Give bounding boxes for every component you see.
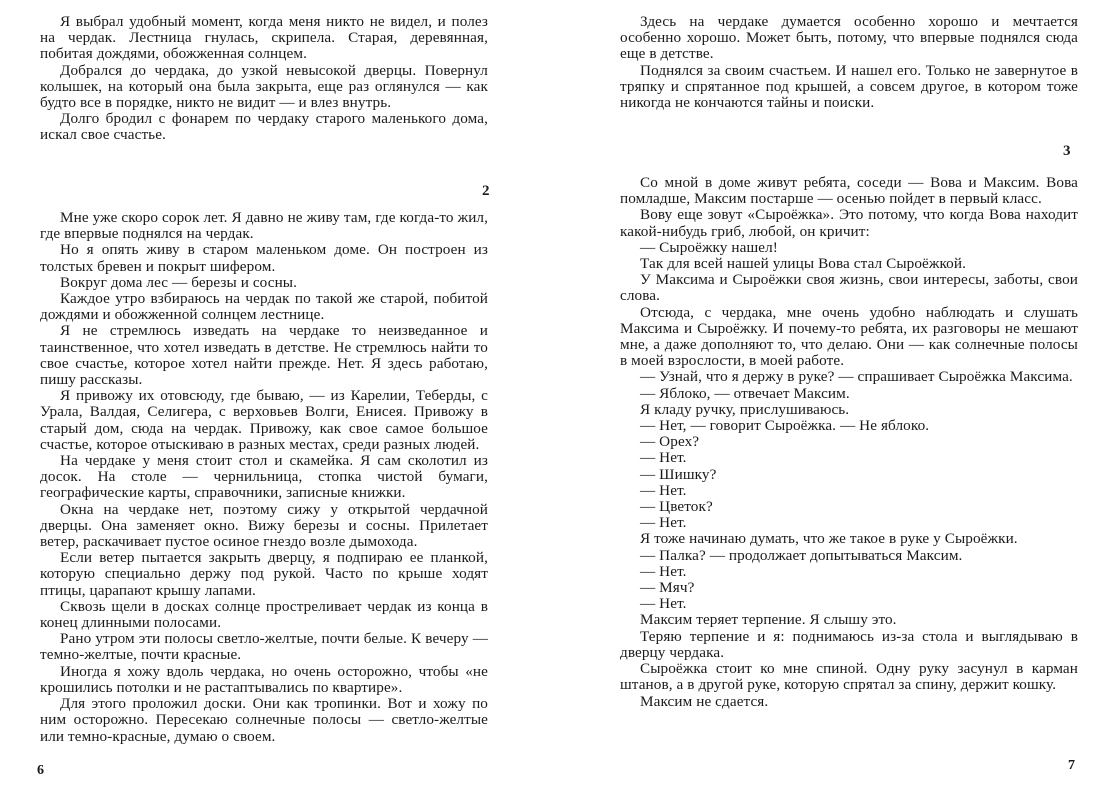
paragraph: Отсюда, с чердака, мне очень удобно наблюдать и слушать Максима и Сыроёжку. И почему-то ребята, их разговоры не мешают мне, а даже дополняют то, что делаю. Они — как солнечные полосы в моей взрослости, в моей работе. [620,303,1078,370]
paragraph: — Шишку? [640,465,717,483]
paragraph: Я тоже начинаю думать, что же такое в руке у Сыроёжки. [640,530,1018,548]
paragraph: Я не стремлюсь изведать на чердаке то неизведанное и таинственное, что хотел изведать в детстве. Не стремлюсь найти то свое счастье, которое хотел найти прежде. Нет. Я здесь работаю, пишу рассказы. [40,322,488,389]
right-page-text-block-1 [620,14,1078,111]
paragraph: Я кладу ручку, прислушиваюсь. [640,400,850,418]
left-page-text-block-1 [40,14,488,144]
paragraph: Поднялся за своим счастьем. И нашел его. Только не завернутое в тряпку и спрятанное под крышей, а совсем другое, в котором тоже никогда не кончаются тайны и поиски. [620,61,1078,112]
paragraph: — Нет, — говорит Сыроёжка. — Не яблоко. [640,417,930,435]
paragraph: Добрался до чердака, до узкой невысокой дверцы. Повернул колышек, на который она была закрыта, еще раз оглянулся — как будто все в порядке, никто не видит — и влез внутрь. [40,61,488,112]
paragraph: Вову еще зовут «Сыроёжка». Это потому, что когда Вова находит какой-нибудь гриб, любой, он кричит: [620,206,1078,240]
paragraph: Рано утром эти полосы светло-желтые, почти белые. К вечеру — темно-желтые, почти красные. [40,630,488,664]
paragraph: — Нет. [640,449,687,467]
paragraph: Максим теряет терпение. Я слышу это. [640,611,897,629]
paragraph: — Узнай, что я держу в руке? — спрашивает Сыроёжка Максима. [640,368,1073,386]
page-number-left: 6 [37,763,44,778]
paragraph: — Нет. [640,481,687,499]
paragraph: Я привожу их отовсюду, где бываю, — из Карелии, Теберды, с Урала, Валдая, Селигера, с верховьев Волги, Енисея. Привожу в старый дом, сюда на чердак. Привожу, как свое самое большое счастье, которое отыскиваю в разных местах, среди разных людей. [40,387,488,453]
paragraph: Вокруг дома лес — березы и сосны. [60,273,298,291]
paragraph: Долго бродил с фонарем по чердаку старого маленького дома, искал свое счастье. [40,110,488,144]
paragraph: — Цветок? [640,498,713,516]
paragraph: — Нет. [640,562,687,580]
paragraph: Мне уже скоро сорок лет. Я давно не живу там, где когда-то жил, где впервые поднялся на чердак. [40,209,488,243]
paragraph: Со мной в доме живут ребята, соседи — Вова и Максим. Вова помладше, Максим постарше — осенью пойдет в первый класс. [620,174,1078,208]
right-page-text-block-2 [620,175,1078,710]
paragraph: — Нет. [640,514,687,532]
left-page-text-block-2 [40,210,488,745]
paragraph: — Мяч? [640,579,695,597]
paragraph: У Максима и Сыроёжки своя жизнь, свои интересы, заботы, свои слова. [620,271,1078,305]
paragraph: — Нет. [640,595,687,613]
paragraph: Для этого проложил доски. Они как тропинки. Вот и хожу по ним осторожно. Пересекаю солнечные полосы — светло-желтые или темно-красные, думаю о своем. [40,695,488,745]
paragraph: Максим не сдается. [640,692,769,710]
right-page [558,0,1116,800]
paragraph: Так для всей нашей улицы Вова стал Сыроёжкой. [640,255,966,273]
paragraph: Иногда я хожу вдоль чердака, но очень осторожно, чтобы «не крошились потолки и не растаптывались по квартире». [40,662,488,696]
paragraph: Окна на чердаке нет, поэтому сижу у открытой чердачной дверцы. Она заменяет окно. Вижу березы и сосны. Прилетает ветер, раскачивает пустое осиное гнездо возле дымохода. [40,500,488,551]
paragraph: Если ветер пытается закрыть дверцу, я подпираю ее планкой, которую специально держу под рукой. Часто по крыше ходят птицы, царапают крышу лапами. [40,549,488,599]
paragraph: Но я опять живу в старом маленьком доме. Он построен из толстых бревен и покрыт шифером. [40,241,488,275]
paragraph: Каждое утро взбираюсь на чердак по такой же старой, побитой дождями и обожженной солнцем лестнице. [40,290,488,324]
paragraph: На чердаке у меня стоит стол и скамейка. Я сам сколотил из досок. На столе — чернильница, стопка чистой бумаги, географические карты, справочники, записные книжки. [40,452,488,502]
page-number-right: 7 [1068,758,1075,773]
paragraph: Здесь на чердаке думается особенно хорошо и мечтается особенно хорошо. Может быть, потому, что впервые поднялся сюда еще в детстве. [620,13,1078,63]
paragraph: Сыроёжка стоит ко мне спиной. Одну руку засунул в карман штанов, а в другой руке, которую спрятал за спину, держит кошку. [620,660,1078,694]
paragraph: — Яблоко, — отвечает Максим. [640,384,850,402]
paragraph: — Палка? — продолжает допытываться Максим. [640,546,963,564]
section-number-3: 3 [1063,143,1071,159]
paragraph: Теряю терпение и я: поднимаюсь из-за стола и выглядываю в дверцу чердака. [620,627,1078,661]
paragraph: Я выбрал удобный момент, когда меня никто не видел, и полез на чердак. Лестница гнулась, скрипела. Старая, деревянная, побитая дождями, обожженная солнцем. [40,13,488,63]
section-number-2: 2 [482,183,490,199]
paragraph: — Орех? [640,433,700,451]
paragraph: Сквозь щели в досках солнце простреливает чердак из конца в конец длинными полосами. [40,597,488,632]
paragraph: — Сыроёжку нашел! [640,238,778,256]
